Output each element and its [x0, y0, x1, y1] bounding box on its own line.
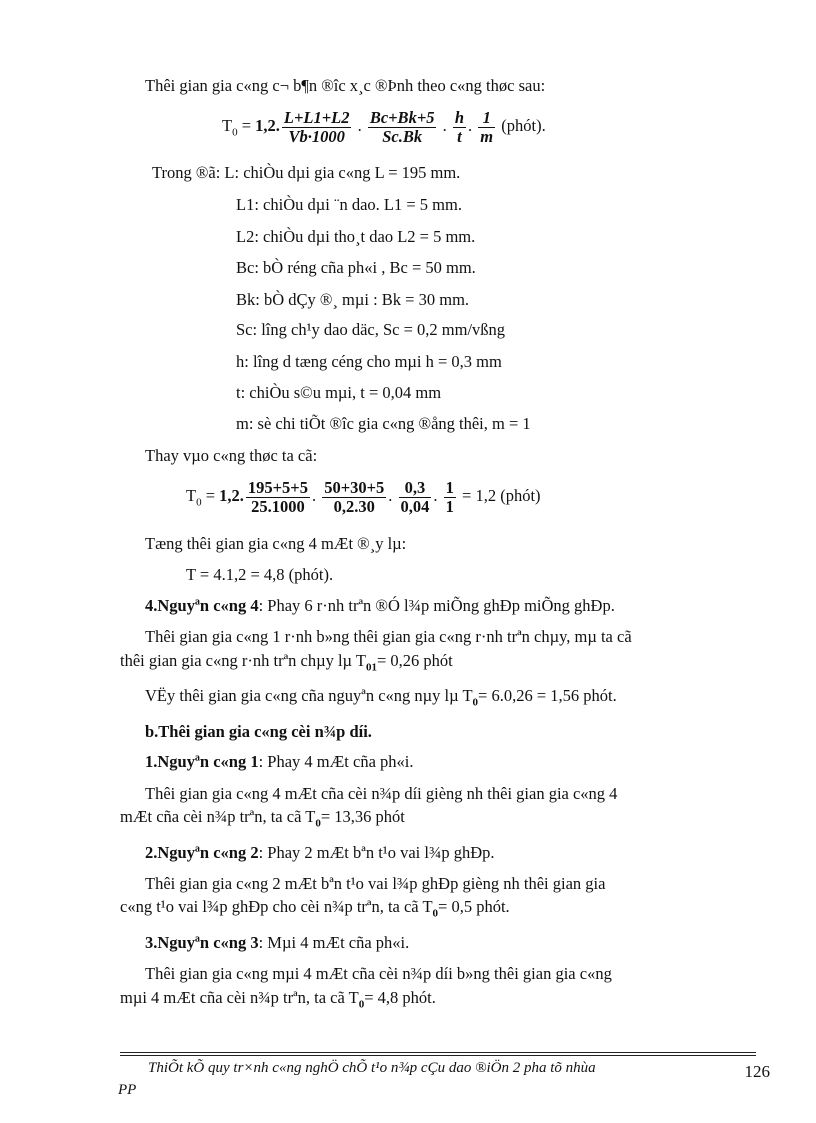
op4-heading: [145, 596, 615, 616]
frac-den: 0,04: [400, 496, 430, 516]
where-bc: Bc: bÒ réng cña ph«i , Bc = 50 mm.: [236, 258, 476, 277]
op2-title: 2.Nguyªn c«ng 2: [145, 843, 259, 862]
text: = 0,5 phót.: [438, 897, 510, 916]
formula-2-lhs: T: [186, 486, 197, 505]
text: = 13,36 phót: [320, 807, 405, 826]
section-b-heading: b.Thêi gian gia c«ng cèi n¾p díi.: [145, 722, 372, 741]
op1-heading: [145, 752, 414, 772]
intro-line: Thêi gian gia c«ng c¬ b¶n ®îc x¸c ®Þnh theo c«ng thøc sau:: [145, 76, 546, 95]
footer-title-line1: ThiÕt kÕ quy tr×nh c«ng nghÖ chÕ t¹o n¾p cÇu dao ®iÖn 2 pha tõ nhùa: [148, 1060, 596, 1076]
formula-1: $T_0 = 1,2$. $\frac{L+L1+L2}{Vb\cdot 1000}$ . $\frac{Bc+Bk+5}{Sc.Bk}$ . $\frac{h}{t}$ . $\frac{1}{m}$ (phót).: [222, 107, 546, 146]
where-h: h: lîng d tæng céng cho mµi h = 0,3 mm: [236, 352, 502, 371]
formula-1-frac-1: [282, 109, 352, 146]
op1-para-line1: Thêi gian gia c«ng 4 mÆt cña cèi n¾p díi gièng nh thêi gian gia c«ng 4: [145, 784, 618, 803]
op2-heading: [145, 843, 495, 863]
where-bk: Bk: bÒ dÇy ®¸ mµi : Bk = 30 mm.: [236, 290, 470, 309]
formula-1-sub: 0: [232, 126, 238, 139]
frac-num: 1: [445, 477, 454, 497]
formula-1-frac-2: [368, 109, 437, 146]
text: = 0,26 phót: [376, 651, 453, 670]
frac-num: Bc+Bk+5: [369, 107, 435, 127]
footer-divider-bottom: [120, 1055, 756, 1056]
footer-title-line2: PP: [118, 1082, 137, 1098]
formula-2-frac-2: [322, 479, 386, 516]
op3-heading: [145, 933, 409, 953]
frac-den: 0,2.30: [333, 496, 375, 516]
frac-num: 195+5+5: [247, 477, 308, 497]
text: mÆt cña cèi n¾p trªn, ta cã T: [120, 807, 316, 826]
op4-result: [145, 686, 617, 712]
frac-den: m: [480, 126, 494, 146]
op1-title: 1.Nguyªn c«ng 1: [145, 752, 259, 771]
frac-den: Sc.Bk: [382, 126, 423, 146]
page-number: 126: [744, 1062, 770, 1081]
frac-den: 25.1000: [251, 496, 305, 516]
formula-2-sub: 0: [196, 496, 202, 509]
text: thêi gian gia c«ng r·nh trªn chµy lµ T: [120, 651, 366, 670]
total-line: Tæng thêi gian gia c«ng 4 mÆt ®¸y lµ:: [145, 534, 407, 553]
sub: 0: [432, 907, 439, 920]
op1-text: : Phay 4 mÆt cña ph«i.: [258, 752, 414, 771]
text: = 6.0,26 = 1,56 phót.: [478, 686, 617, 705]
formula-1-frac-3: [453, 109, 466, 146]
op3-para-line1: Thêi gian gia c«ng mµi 4 mÆt cña cèi n¾p díi b»ng thêi gian gia c«ng: [145, 964, 612, 983]
op4-para-line1: Thêi gian gia c«ng 1 r·nh b»ng thêi gian gia c«ng r·nh trªn chµy, mµ ta cã: [145, 627, 632, 646]
op4-title: 4.Nguyªn c«ng 4: [145, 596, 259, 615]
op3-title: 3.Nguyªn c«ng 3: [145, 933, 259, 952]
formula-2-frac-1: [246, 479, 310, 516]
text: = 4,8 phót.: [364, 988, 436, 1007]
formula-1-lhs: T: [222, 116, 233, 135]
total-value: T = 4.1,2 = 4,8 (phót).: [186, 565, 334, 584]
where-l: Trong ®ã: L: chiÒu dµi gia c«ng L = 195 mm.: [152, 163, 461, 182]
where-l2: L2: chiÒu dµi tho¸t dao L2 = 5 mm.: [236, 227, 476, 246]
sub: 0: [358, 998, 365, 1011]
where-l1: L1: chiÒu dµi ¨n dao. L1 = 5 mm.: [236, 195, 462, 214]
frac-num: L+L1+L2: [283, 107, 350, 127]
op3-text: : Mµi 4 mÆt cña ph«i.: [258, 933, 410, 952]
frac-den: 1: [445, 496, 454, 516]
where-m: m: sè chi tiÕt ®îc gia c«ng ®ång thêi, m = 1: [236, 414, 531, 433]
substitute-line: Thay vµo c«ng thøc ta cã:: [145, 446, 318, 465]
formula-1-eq: =: [241, 116, 252, 135]
op4-text: : Phay 6 r·nh trªn ®Ó l¾p miÕng ghÐp miÕng ghÐp.: [258, 596, 615, 615]
op2-para-line1: Thêi gian gia c«ng 2 mÆt bªn t¹o vai l¾p ghÐp gièng nh thêi gian gia: [145, 874, 606, 893]
text: c«ng t¹o vai l¾p ghÐp cho cèi n¾p trªn, ta cã T: [120, 897, 433, 916]
sub: 0: [315, 817, 321, 830]
frac-den: Vb·1000: [288, 126, 345, 146]
formula-1-frac-4: [478, 109, 495, 146]
frac-num: 1: [478, 109, 495, 128]
formula-2: $T_0 = 1,2$. $\frac{195+5+5}{25.1000}$ . $\frac{50+30+5}{0,2.30}$ . $\frac{0,3}{0,04}$ . $\frac{1}{1}$ = 1,2 (phót): [186, 477, 541, 516]
text: mµi 4 mÆt cña cèi n¾p trªn, ta cã T: [120, 988, 359, 1007]
op3-para-line2: [120, 988, 436, 1014]
formula-2-frac-4: [444, 479, 456, 516]
sub: 0: [472, 696, 479, 709]
frac-num: h: [454, 107, 465, 127]
where-t: t: chiÒu s©u mµi, t = 0,04 mm: [236, 383, 442, 402]
formula-1-unit: (phót).: [501, 116, 546, 135]
frac-den: t: [457, 126, 462, 146]
where-sc: Sc: lîng ch¹y dao däc, Sc = 0,2 mm/vßng: [236, 320, 506, 339]
formula-2-frac-3: [399, 479, 432, 516]
frac-num: 50+30+5: [324, 477, 385, 497]
formula-2-result: = 1,2 (phót): [462, 486, 541, 505]
formula-2-coef: 1,2.: [219, 486, 244, 505]
sub: 01: [365, 661, 377, 674]
op2-para-line2: [120, 897, 510, 923]
frac-num: 0,3: [399, 479, 432, 498]
op2-text: : Phay 2 mÆt bªn t¹o vai l¾p ghÐp.: [258, 843, 495, 862]
formula-1-coef: 1,2.: [255, 116, 280, 135]
op1-para-line2: [120, 807, 405, 833]
op4-para-line2: [120, 651, 453, 677]
footer-divider-top: [120, 1052, 756, 1053]
text: VËy thêi gian gia c«ng cña nguyªn c«ng nµy lµ T: [145, 686, 473, 705]
